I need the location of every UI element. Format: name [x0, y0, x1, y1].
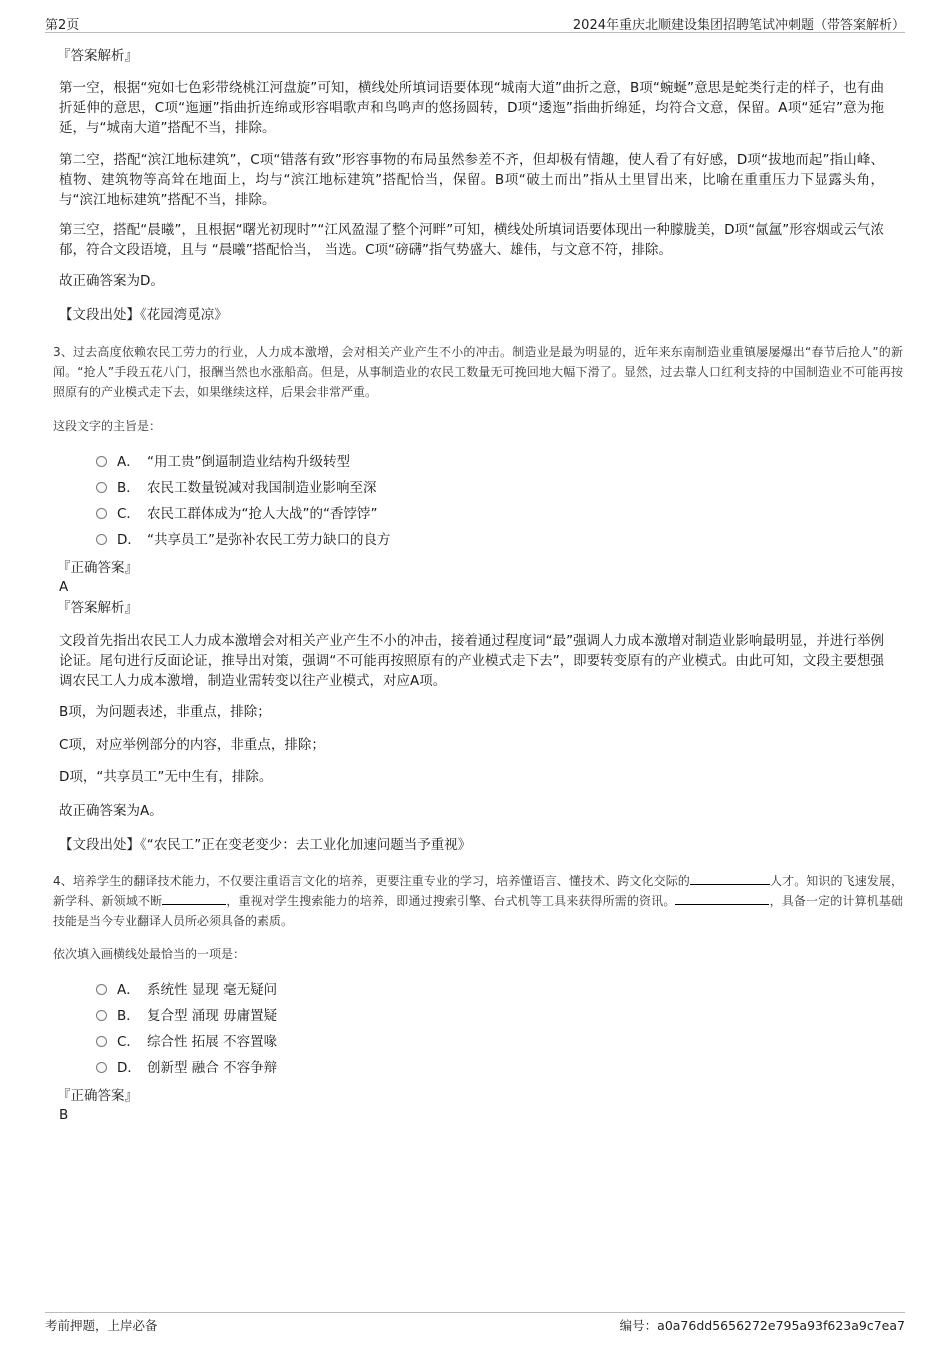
page-number: 第2页 [45, 18, 80, 33]
fill-blank [162, 892, 226, 905]
radio-icon[interactable] [96, 1036, 107, 1047]
document-code: 编号：a0a76dd5656272e795a93f623a9c7ea7 [619, 1318, 905, 1333]
document-title: 2024年重庆北顺建设集团招聘笔试冲刺题（带答案解析） [572, 18, 905, 33]
answer-title: 『正确答案』 [57, 1088, 138, 1104]
option-c[interactable]: C． 农民工群体成为“抢人大战”的“香饽饽” [96, 504, 377, 524]
page-footer [45, 1312, 905, 1333]
footer-slogan: 考前押题，上岸必备 [45, 1318, 158, 1333]
question-4-prompt: 依次填入画横线处最恰当的一项是： [53, 947, 246, 961]
analysis-paragraph: 文段首先指出农民工人力成本激增会对相关产业产生不小的冲击，接着通过程度词“最”强调人力成本激增对制造业影响最明显，并进行举例论证。尾句进行反面论证，推导出对策，强调“不可能再按照原有的产业模式走下去”，即要转变原有的产业模式。由此可知，文段主要想强调农民工人力成本激增，制造业需转变以往产业模式，对应A项。 [59, 633, 884, 689]
radio-icon[interactable] [96, 1010, 107, 1021]
page-header [45, 12, 905, 33]
radio-icon[interactable] [96, 1062, 107, 1073]
answer-title: 『正确答案』 [57, 560, 138, 576]
analysis-title: 『答案解析』 [57, 48, 138, 64]
radio-icon[interactable] [96, 456, 107, 467]
analysis-paragraph: C项，对应举例部分的内容，非重点，排除； [59, 737, 325, 753]
option-d[interactable]: D． “共享员工”是弥补农民工劳力缺口的良方 [96, 530, 391, 550]
fill-blank [690, 872, 770, 885]
analysis-paragraph: D项，“共享员工”无中生有，排除。 [59, 769, 273, 785]
analysis-title: 『答案解析』 [57, 600, 138, 616]
radio-icon[interactable] [96, 534, 107, 545]
analysis-paragraph: 第一空，根据“宛如七色彩带绕桃江河盘旋”可知，横线处所填词语要体现“城南大道”曲折之意，B项“蜿蜒”意思是蛇类行走的样子，也有曲折延伸的意思，C项“迤逦”指曲折连绵或形容唱歌声和鸟鸣声的悠扬圆转，D项“逶迤”指曲折绵延，均符合文意，保留。A项“延宕”意为拖延，与“城南大道”搭配不当，排除。 [59, 80, 884, 136]
question-4-text: 4、培养学生的翻译技术能力，不仅要注重语言文化的培养，更要注重专业的学习，培养懂语言、懂技术、跨文化交际的 人才。知识的飞速发展，新学科、新领域不断 ，重视对学生搜索能力的培养，即通过搜索引擎、台式机等工具来获得所需的资讯。 ，具备一定的计算机基础技能是当今专业翻译人员所必须具备的素质。 [53, 874, 903, 928]
analysis-paragraph: 第三空，搭配“晨曦”，且根据“曙光初现时”“江风盈湿了整个河畔”可知，横线处所填词语要体现出一种朦胧美，D项“氤氲”形容烟或云气浓郁，符合文段语境，且与 “晨曦”搭配恰当， 当选。C项“磅礴”指气势盛大、雄伟，与文意不符，排除。 [59, 222, 884, 258]
analysis-paragraph: 第二空，搭配“滨江地标建筑”，C项“错落有致”形容事物的布局虽然参差不齐，但却极有情趣，使人看了有好感，D项“拔地而起”指山峰、植物、建筑物等高耸在地面上，均与“滨江地标建筑”搭配恰当，保留。B项“破土而出”指从土里冒出来，比喻在重重压力下显露头角，与“滨江地标建筑”搭配不当，排除。 [59, 152, 884, 208]
option-d[interactable]: D． 创新型 融合 不容争辩 [96, 1058, 277, 1078]
option-b[interactable]: B． 农民工数量锐减对我国制造业影响至深 [96, 478, 377, 498]
source-citation: 【文段出处】《“农民工”正在变老变少：去工业化加速问题当予重视》 [59, 837, 472, 853]
source-citation: 【文段出处】《花园湾觅凉》 [59, 307, 228, 323]
correct-answer: A [59, 579, 69, 595]
answer-conclusion: 故正确答案为A。 [59, 803, 163, 819]
radio-icon[interactable] [96, 482, 107, 493]
option-a[interactable]: A． “用工贵”倒逼制造业结构升级转型 [96, 452, 350, 472]
fill-blank [675, 892, 769, 905]
answer-conclusion: 故正确答案为D。 [59, 273, 164, 289]
option-a[interactable]: A． 系统性 显现 毫无疑问 [96, 980, 277, 1000]
analysis-paragraph: B项，为问题表述，非重点，排除； [59, 704, 271, 720]
radio-icon[interactable] [96, 984, 107, 995]
question-3-text: 3、过去高度依赖农民工劳力的行业，人力成本激增，会对相关产业产生不小的冲击。制造业是最为明显的，近年来东南制造业重镇屡屡爆出“春节后抢人”的新闻。“抢人”手段五花八门，报酬当然也水涨船高。但是，从事制造业的农民工数量无可挽回地大幅下滑了。显然，过去靠人口红利支持的中国制造业不可能再按照原有的产业模式走下去，如果继续这样，后果会非常严重。 [53, 345, 903, 399]
radio-icon[interactable] [96, 508, 107, 519]
correct-answer: B [59, 1107, 69, 1123]
option-c[interactable]: C． 综合性 拓展 不容置喙 [96, 1032, 277, 1052]
option-b[interactable]: B． 复合型 涌现 毋庸置疑 [96, 1006, 277, 1026]
question-3-prompt: 这段文字的主旨是： [53, 419, 162, 433]
